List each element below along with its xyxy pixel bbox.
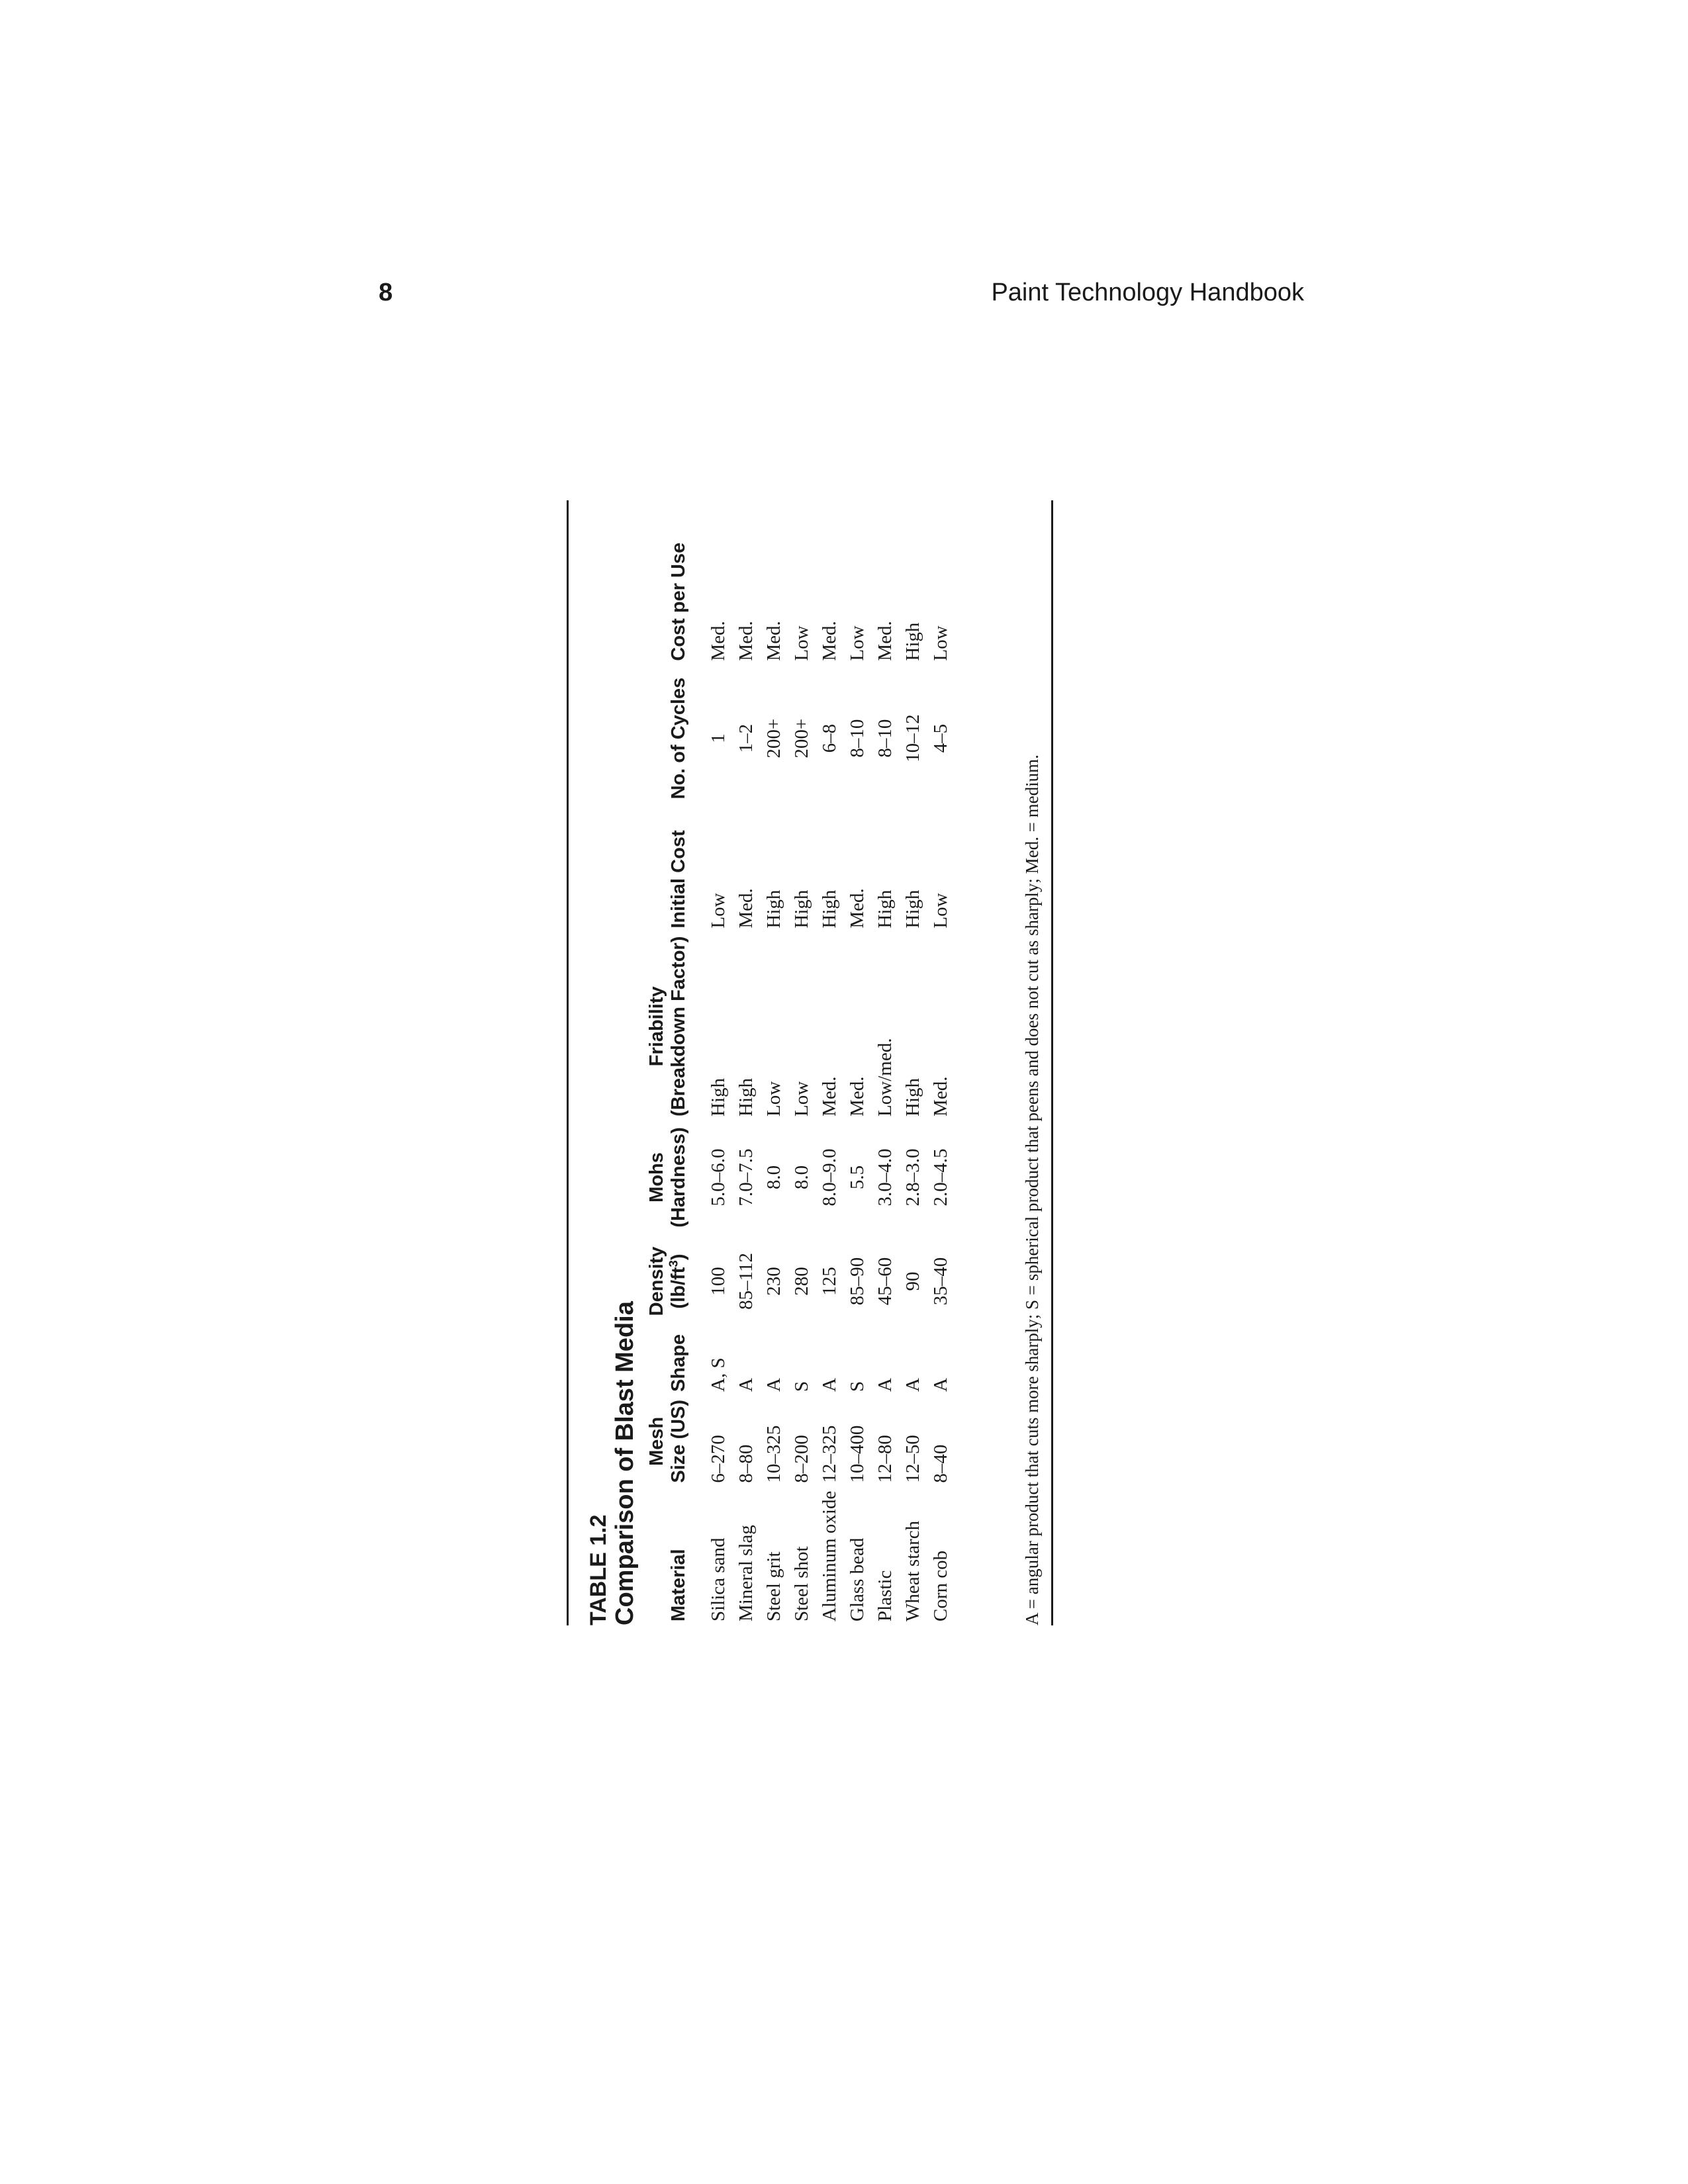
col-header-mohs xyxy=(646,1120,695,1234)
cell-mohs: 2.0–4.5 xyxy=(930,1148,951,1206)
table-bottom-rule xyxy=(1051,500,1053,1625)
cell-mohs: 8.0–9.0 xyxy=(819,1148,840,1206)
table-row xyxy=(871,500,899,1625)
col-header-density xyxy=(646,1234,695,1328)
cell-shape: A xyxy=(930,1378,951,1392)
cell-mesh: 6–270 xyxy=(708,1435,729,1483)
cell-cycles: 8–10 xyxy=(847,719,868,758)
col-header-cycles: No. of Cycles xyxy=(668,677,689,799)
cell-mohs: 8.0 xyxy=(791,1165,812,1190)
cell-shape: A xyxy=(763,1378,784,1392)
cell-cycles: 1–2 xyxy=(735,723,757,753)
col-header-cost-per-use: Cost per Use xyxy=(668,542,689,661)
cell-mohs: 3.0–4.0 xyxy=(874,1148,896,1206)
cell-cycles: 6–8 xyxy=(819,723,840,753)
cell-density: 85–112 xyxy=(735,1252,757,1310)
cell-cost-per-use: High xyxy=(902,622,923,661)
cell-shape: A xyxy=(874,1378,896,1392)
col-header-mesh-line1: Mesh xyxy=(646,1416,667,1466)
cell-mesh: 12–325 xyxy=(819,1425,840,1483)
cell-cost-per-use: Low xyxy=(847,625,868,661)
cell-material: Steel grit xyxy=(763,1551,784,1621)
cell-mohs: 5.5 xyxy=(847,1165,868,1190)
running-head: Paint Technology Handbook xyxy=(991,279,1304,306)
density-unit-exponent: 3 xyxy=(666,1260,680,1267)
table-row xyxy=(816,500,843,1625)
cell-mohs: 5.0–6.0 xyxy=(708,1148,729,1206)
table-footnote: A = angular product that cuts more sharply; S = spherical product that peens and does not cut as sharply; Med. = medium. xyxy=(1022,754,1042,1625)
blast-media-table xyxy=(646,500,955,1625)
table-header-row xyxy=(646,500,695,1625)
cell-cost-per-use: Med. xyxy=(819,621,840,661)
cell-initial-cost: Med. xyxy=(735,888,757,929)
cell-cycles: 200+ xyxy=(763,718,784,758)
cell-mesh: 8–40 xyxy=(930,1444,951,1483)
cell-density: 125 xyxy=(819,1267,840,1296)
cell-friability: Low xyxy=(763,1081,784,1116)
cell-friability: Med. xyxy=(930,1076,951,1116)
cell-density: 230 xyxy=(763,1267,784,1296)
cell-cost-per-use: Med. xyxy=(708,621,729,661)
cell-friability: Med. xyxy=(819,1076,840,1116)
cell-cost-per-use: Med. xyxy=(763,621,784,661)
table-row xyxy=(788,500,816,1625)
cell-mohs: 8.0 xyxy=(763,1165,784,1190)
cell-material: Aluminum oxide xyxy=(819,1490,840,1621)
cell-shape: S xyxy=(847,1381,868,1392)
cell-mesh: 10–325 xyxy=(763,1425,784,1483)
cell-cycles: 8–10 xyxy=(874,719,896,758)
cell-friability: High xyxy=(735,1077,757,1116)
col-header-mesh-line2: Size (US) xyxy=(668,1399,689,1483)
cell-initial-cost: High xyxy=(819,889,840,929)
cell-cost-per-use: Low xyxy=(791,625,812,661)
cell-initial-cost: Low xyxy=(708,893,729,929)
col-header-mesh xyxy=(646,1396,695,1487)
col-header-shape: Shape xyxy=(668,1334,689,1392)
col-header-material: Material xyxy=(668,1549,689,1621)
cell-mohs: 7.0–7.5 xyxy=(735,1148,757,1206)
cell-cycles: 1 xyxy=(708,733,729,743)
cell-material: Corn cob xyxy=(930,1550,951,1621)
density-unit-prefix: (lb/ft xyxy=(668,1267,689,1309)
cell-friability: High xyxy=(708,1077,729,1116)
table-row xyxy=(732,500,760,1625)
cell-initial-cost: Low xyxy=(930,893,951,929)
cell-mesh: 12–50 xyxy=(902,1435,923,1483)
cell-density: 45–60 xyxy=(874,1257,896,1306)
col-header-mohs-line2: (Hardness) xyxy=(668,1127,689,1228)
cell-friability: High xyxy=(902,1077,923,1116)
table-row xyxy=(760,500,788,1625)
table-top-rule xyxy=(567,500,569,1625)
cell-shape: S xyxy=(791,1381,812,1392)
cell-material: Silica sand xyxy=(708,1537,729,1621)
cell-density: 90 xyxy=(902,1271,923,1291)
cell-initial-cost: High xyxy=(902,889,923,929)
cell-initial-cost: High xyxy=(791,889,812,929)
cell-mesh: 8–200 xyxy=(791,1435,812,1483)
cell-material: Mineral slag xyxy=(735,1525,757,1621)
table-row xyxy=(899,500,927,1625)
cell-cost-per-use: Med. xyxy=(874,621,896,661)
cell-initial-cost: High xyxy=(763,889,784,929)
cell-mesh: 12–80 xyxy=(874,1435,896,1483)
cell-shape: A, S xyxy=(708,1357,729,1392)
table-row xyxy=(927,500,955,1625)
table-label: TABLE 1.2 xyxy=(586,1514,611,1625)
col-header-mohs-line1: Mohs xyxy=(646,1152,667,1203)
cell-initial-cost: High xyxy=(874,889,896,929)
page-number: 8 xyxy=(379,279,393,306)
cell-cost-per-use: Med. xyxy=(735,621,757,661)
cell-friability: Low/med. xyxy=(874,1038,896,1116)
cell-material: Plastic xyxy=(874,1570,896,1621)
cell-material: Steel shot xyxy=(791,1546,812,1621)
cell-friability: Low xyxy=(791,1081,812,1116)
cell-density: 35–40 xyxy=(930,1257,951,1306)
cell-mesh: 8–80 xyxy=(735,1444,757,1483)
table-title: Comparison of Blast Media xyxy=(611,1301,639,1625)
cell-cycles: 10–12 xyxy=(902,714,923,762)
cell-material: Wheat starch xyxy=(902,1520,923,1621)
cell-shape: A xyxy=(819,1378,840,1392)
cell-friability: Med. xyxy=(847,1076,868,1116)
cell-initial-cost: Med. xyxy=(847,888,868,929)
rotated-table-block xyxy=(567,500,1070,1625)
col-header-friability-line1: Friability xyxy=(646,986,667,1067)
table-row xyxy=(695,500,732,1625)
cell-cost-per-use: Low xyxy=(930,625,951,661)
cell-shape: A xyxy=(735,1378,757,1392)
col-header-density-line1: Density xyxy=(646,1246,667,1316)
cell-density: 280 xyxy=(791,1267,812,1296)
cell-material: Glass bead xyxy=(847,1537,868,1621)
cell-mesh: 10–400 xyxy=(847,1425,868,1483)
table-row xyxy=(843,500,871,1625)
cell-cycles: 4–5 xyxy=(930,723,951,753)
cell-density: 85–90 xyxy=(847,1257,868,1306)
col-header-friability xyxy=(646,933,695,1120)
cell-shape: A xyxy=(902,1378,923,1392)
cell-cycles: 200+ xyxy=(791,718,812,758)
density-unit-suffix: ) xyxy=(668,1253,689,1261)
cell-density: 100 xyxy=(708,1267,729,1296)
col-header-friability-line2: (Breakdown Factor) xyxy=(668,936,689,1116)
col-header-initial-cost: Initial Cost xyxy=(668,830,689,929)
cell-mohs: 2.8–3.0 xyxy=(902,1148,923,1206)
col-header-density-line2 xyxy=(668,1238,690,1324)
